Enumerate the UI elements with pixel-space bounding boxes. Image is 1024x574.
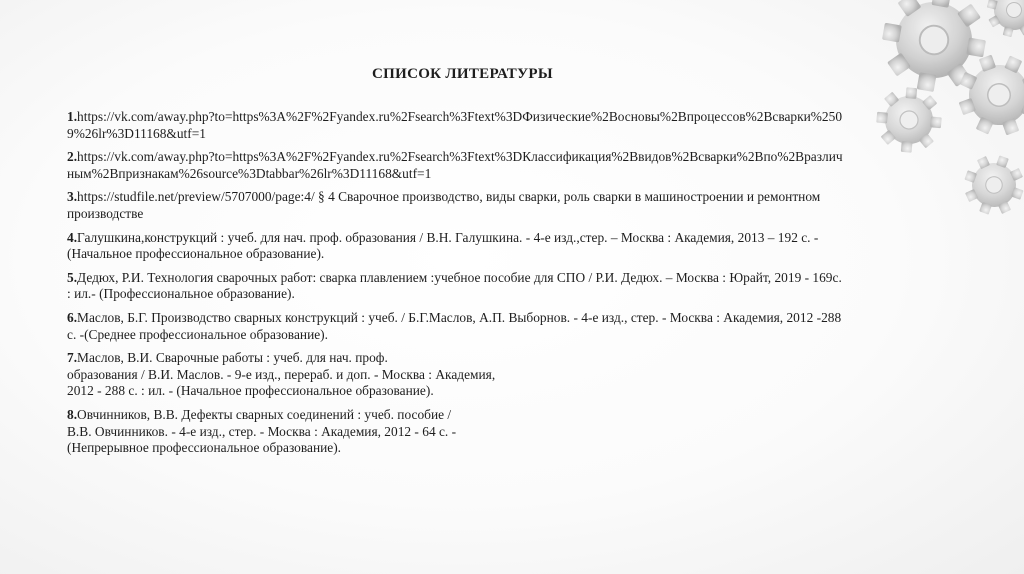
reference-line: : ил.- (Профессиональное образование). <box>67 286 295 302</box>
reference-item <box>67 189 947 222</box>
reference-line <box>67 270 947 287</box>
reference-item <box>67 270 947 303</box>
reference-number: 2. <box>67 149 78 165</box>
reference-number: 4. <box>67 229 78 245</box>
reference-line <box>67 230 947 247</box>
page-title: СПИСОК ЛИТЕРАТУРЫ <box>372 66 553 82</box>
reference-text: Маслов, В.И. Сварочные работы : учеб. для нач. проф. <box>77 350 388 366</box>
reference-line: с. -(Среднее профессиональное образование). <box>67 326 328 342</box>
reference-list <box>67 109 947 464</box>
reference-number: 7. <box>67 350 78 366</box>
reference-text: Галушкина,конструкций : учеб. для нач. проф. образования / В.Н. Галушкина. - 4-е изд.,стер. – Москва : Академия, 2013 – 192 с. - <box>77 229 819 245</box>
reference-text: Дедюх, Р.И. Технология сварочных работ: сварка плавлением :учебное пособие для СПО / Р.И. Дедюх. – Москва : Юрайт, 2019 - 169с. <box>77 269 842 285</box>
reference-line: 2012 - 288 с. : ил. - (Начальное профессиональное образование). <box>67 383 434 399</box>
reference-line: (Начальное профессиональное образование). <box>67 246 325 262</box>
reference-number: 8. <box>67 406 78 422</box>
reference-line <box>67 189 947 206</box>
reference-line <box>67 149 947 166</box>
reference-text: Маслов, Б.Г. Производство сварных конструкций : учеб. / Б.Г.Маслов, А.П. Выборнов. - 4-е изд., стер. - Москва : Академия, 2012 -288 <box>77 309 842 325</box>
reference-line: производстве <box>67 205 144 221</box>
reference-text: https://vk.com/away.php?to=https%3A%2F%2Fyandex.ru%2Fsearch%3Ftext%3DФизические%2Восновы%2Впроцессов%2Всварки%250 <box>77 109 843 124</box>
reference-text: https://vk.com/away.php?to=https%3A%2F%2Fyandex.ru%2Fsearch%3Ftext%3DКлассификация%2Ввидов%2Всварки%2Впо%2Вразлич <box>77 149 843 165</box>
reference-line <box>67 407 947 424</box>
reference-line: образования / В.И. Маслов. - 9-е изд., перераб. и доп. - Москва : Академия, <box>67 366 496 382</box>
reference-number: 3. <box>67 189 78 205</box>
reference-item <box>67 109 947 142</box>
reference-number: 1. <box>67 109 78 124</box>
reference-text: Овчинников, В.В. Дефекты сварных соединений : учеб. пособие / <box>77 406 452 422</box>
reference-item <box>67 407 947 457</box>
reference-number: 6. <box>67 309 78 325</box>
reference-line <box>67 310 947 327</box>
reference-item <box>67 149 947 182</box>
reference-line: (Непрерывное профессиональное образование). <box>67 440 342 456</box>
reference-number: 5. <box>67 269 78 285</box>
reference-line: В.В. Овчинников. - 4-е изд., стер. - Москва : Академия, 2012 - 64 с. - <box>67 423 457 439</box>
reference-line <box>67 109 947 126</box>
reference-item <box>67 230 947 263</box>
reference-line: 9%26lr%3D11168&utf=1 <box>67 125 206 141</box>
reference-text: https://studfile.net/preview/5707000/page:4/ § 4 Сварочное производство, виды сварки, роль сварки в машиностроении и ремонтном <box>77 189 821 205</box>
reference-line <box>67 350 947 367</box>
reference-item <box>67 310 947 343</box>
reference-item <box>67 350 947 400</box>
reference-line: ным%2Впризнакам%26source%3Dtabbar%26lr%3D11168&utf=1 <box>67 165 432 181</box>
